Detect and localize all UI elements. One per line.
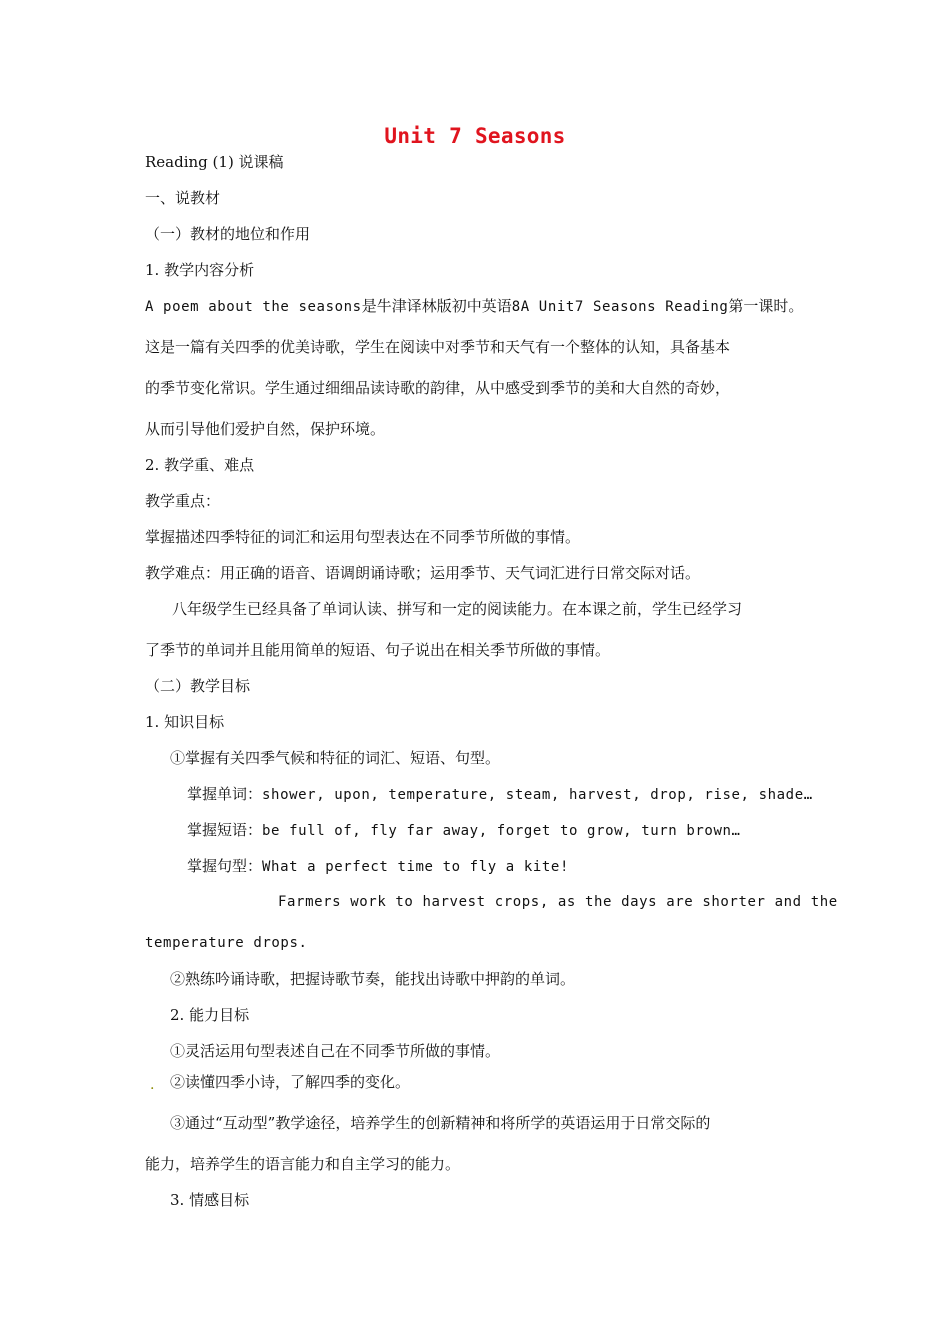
- sentences-line: [187, 856, 569, 877]
- subsection-heading-2: （二）教学目标: [145, 677, 251, 695]
- doc-subtitle: Reading (1) 说课稿: [145, 153, 284, 171]
- sentences-label: 掌握句型：: [187, 857, 263, 875]
- words-label: 掌握单词：: [187, 785, 263, 803]
- sentence-1: What a perfect time to fly a kite!: [262, 859, 569, 875]
- sentence-2: Farmers work to harvest crops, as the days are shorter and the: [278, 894, 838, 910]
- section-heading-1: 一、说教材: [145, 189, 221, 207]
- stray-mark: .: [150, 1077, 155, 1093]
- phrases-line: [187, 820, 741, 841]
- key-points-text: 掌握描述四季特征的词汇和运用句型表达在不同季节所做的事情。: [145, 528, 581, 546]
- inline-chinese: 是牛津译林版初中英语: [361, 297, 512, 315]
- key-points-label: 教学重点：: [145, 492, 221, 510]
- paragraph-line: 了季节的单词并且能用简单的短语、句子说出在相关季节所做的事情。: [145, 641, 611, 659]
- goal-heading-3: 3. 情感目标: [170, 1191, 250, 1209]
- words-line: [187, 784, 813, 805]
- paragraph-line: 八年级学生已经具备了单词认读、拼写和一定的阅读能力。在本课之前，学生已经学习: [172, 600, 743, 618]
- goal-item-cont: 能力，培养学生的语言能力和自主学习的能力。: [145, 1155, 461, 1173]
- goal-item: ①掌握有关四季气候和特征的词汇、短语、句型。: [170, 749, 501, 767]
- paragraph-line: 这是一篇有关四季的优美诗歌，学生在阅读中对季节和天气有一个整体的认知，具备基本: [145, 338, 731, 356]
- phrases-list: be full of, fly far away, forget to grow, turn brown…: [262, 823, 741, 839]
- goal-item: ①灵活运用句型表述自己在不同季节所做的事情。: [170, 1042, 501, 1060]
- goal-heading-1: 1. 知识目标: [145, 713, 225, 731]
- sentence-2-cont: temperature drops.: [145, 935, 308, 951]
- phrases-label: 掌握短语：: [187, 821, 263, 839]
- goal-heading-2: 2. 能力目标: [170, 1006, 250, 1024]
- inline-chinese: 第一课时。: [728, 297, 804, 315]
- inline-english: A poem about the seasons: [145, 299, 362, 315]
- goal-item: ③通过“互动型”教学途径，培养学生的创新精神和将所学的英语运用于日常交际的: [170, 1114, 711, 1132]
- item-heading-2: 2. 教学重、难点: [145, 456, 255, 474]
- difficult-points-text: 教学难点：用正确的语音、语调朗诵诗歌；运用季节、天气词汇进行日常交际对话。: [145, 564, 701, 582]
- goal-item: ②读懂四季小诗，了解四季的变化。: [170, 1073, 411, 1091]
- doc-title: Unit 7 Seasons: [384, 124, 566, 148]
- paragraph-line: [145, 296, 803, 317]
- item-heading-1: 1. 教学内容分析: [145, 261, 255, 279]
- inline-english: 8A Unit7 Seasons Reading: [511, 299, 729, 315]
- words-list: shower, upon, temperature, steam, harvest, drop, rise, shade…: [262, 787, 813, 803]
- paragraph-line: 的季节变化常识。学生通过细细品读诗歌的韵律，从中感受到季节的美和大自然的奇妙，: [145, 379, 731, 397]
- subsection-heading-1: （一）教材的地位和作用: [145, 225, 311, 243]
- goal-item: ②熟练吟诵诗歌，把握诗歌节奏，能找出诗歌中押韵的单词。: [170, 970, 576, 988]
- paragraph-line: 从而引导他们爱护自然，保护环境。: [145, 420, 386, 438]
